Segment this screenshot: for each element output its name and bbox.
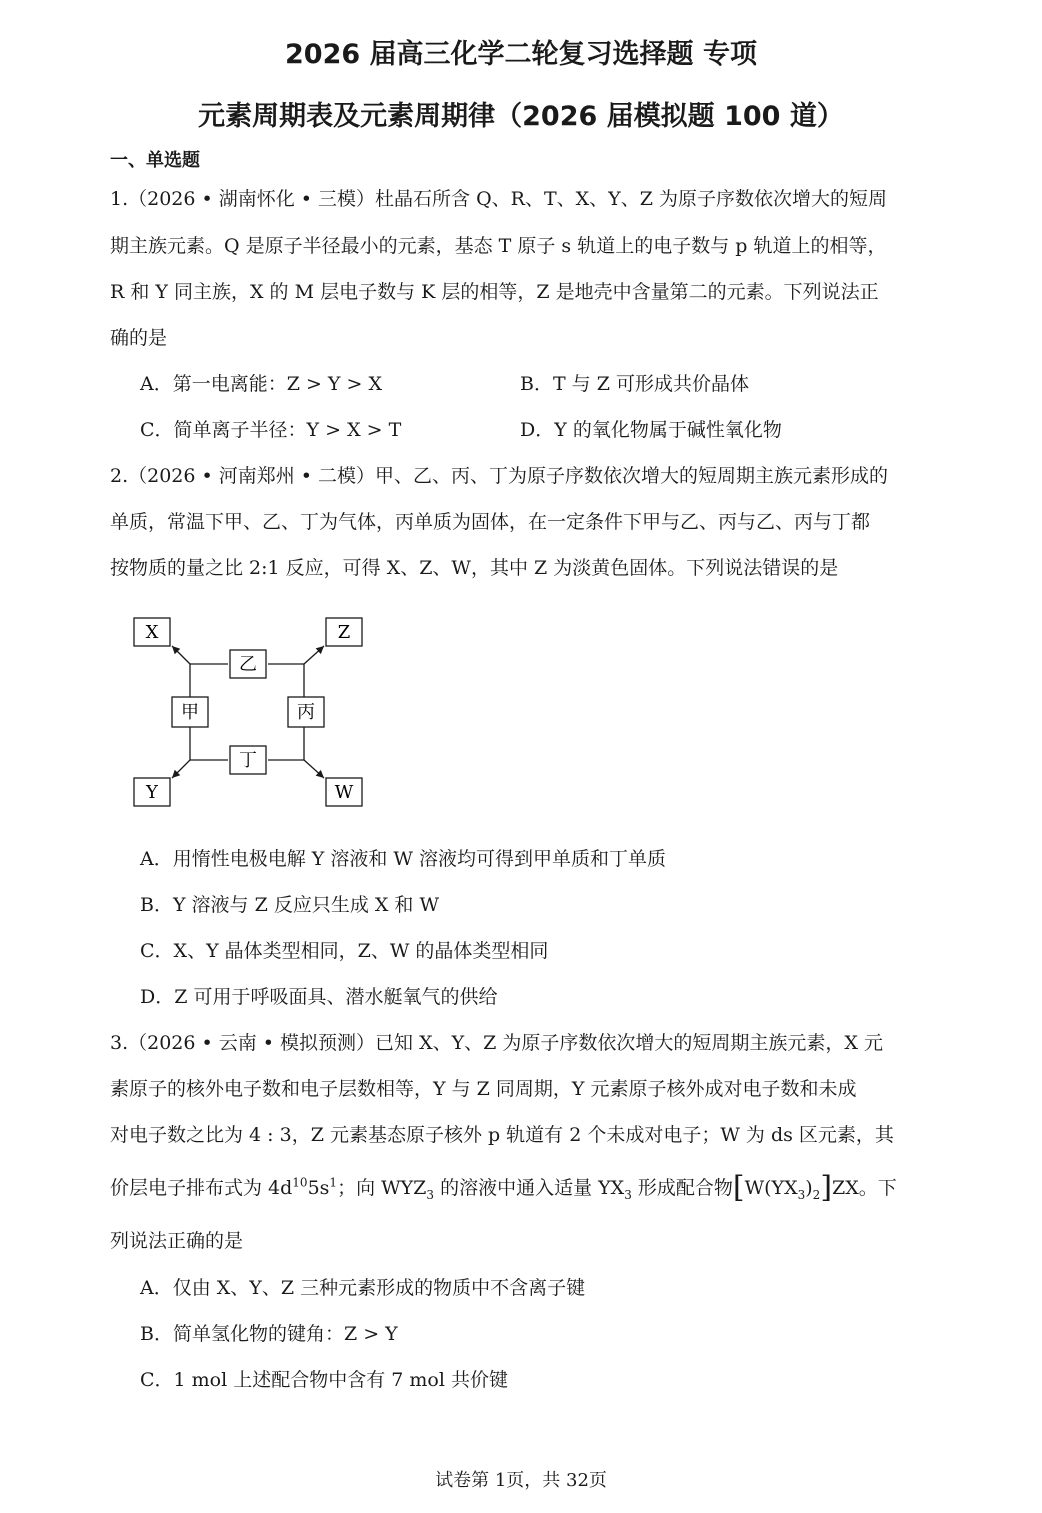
arrow-to-y: [172, 760, 190, 778]
question-text-line: 3.（2026 • 云南 • 模拟预测）已知 X、Y、Z 为原子序数依次增大的短周期主族元素，X 元: [110, 1032, 883, 1054]
box-z: Z: [337, 622, 351, 643]
arrow-to-x: [172, 646, 190, 664]
question-text-line: 2.（2026 • 河南郑州 • 二模）甲、乙、丙、丁为原子序数依次增大的短周期主族元素形成的: [110, 465, 889, 487]
question-text-line: 确的是: [110, 327, 168, 349]
option-b[interactable]: B．简单氢化物的键角：Z > Y: [140, 1323, 398, 1345]
section-title: 一、单选题: [110, 150, 200, 171]
box-yi: 乙: [239, 654, 257, 675]
question-text-line: 列说法正确的是: [110, 1230, 244, 1252]
option-c[interactable]: C．X、Y 晶体类型相同，Z、W 的晶体类型相同: [140, 940, 549, 962]
box-y: Y: [146, 782, 158, 803]
option-a[interactable]: A．仅由 X、Y、Z 三种元素形成的物质中不含离子键: [140, 1277, 586, 1299]
option-b[interactable]: B．Y 溶液与 Z 反应只生成 X 和 W: [140, 894, 440, 916]
title-line-2: 元素周期表及元素周期律（2026 届模拟题 100 道）: [198, 101, 844, 132]
question-text-line: 1.（2026 • 湖南怀化 • 三模）杜晶石所含 Q、R、T、X、Y、Z 为原子序数依次增大的短周: [110, 188, 887, 210]
option-a[interactable]: A．第一电离能：Z > Y > X: [140, 373, 382, 395]
option-a[interactable]: A．用惰性电极电解 Y 溶液和 W 溶液均可得到甲单质和丁单质: [140, 848, 666, 870]
option-b[interactable]: B．T 与 Z 可形成共价晶体: [520, 373, 749, 395]
option-c[interactable]: C．简单离子半径：Y > X > T: [140, 419, 402, 441]
arrow-to-w: [304, 760, 324, 778]
title-line-1: 2026 届高三化学二轮复习选择题 专项: [285, 39, 757, 70]
box-jia: 甲: [181, 702, 199, 723]
question-text-line: 单质，常温下甲、乙、丁为气体，丙单质为固体，在一定条件下甲与乙、丙与乙、丙与丁都: [110, 511, 871, 533]
reaction-diagram: [128, 612, 368, 812]
question-text-line: R 和 Y 同主族，X 的 M 层电子数与 K 层的相等，Z 是地壳中含量第二的元素。下列说法正: [110, 281, 879, 303]
box-ding: 丁: [239, 750, 257, 771]
box-bing: 丙: [297, 702, 315, 723]
box-x: X: [145, 622, 159, 643]
option-d[interactable]: D．Z 可用于呼吸面具、潜水艇氧气的供给: [140, 986, 498, 1008]
box-w: W: [334, 782, 354, 803]
question-text-line: 素原子的核外电子数和电子层数相等，Y 与 Z 同周期，Y 元素原子核外成对电子数和未成: [110, 1078, 857, 1100]
question-text-line: 价层电子排布式为 $4d^{10}5s^1$；向 $WYZ_3$ 的溶液中通入适量 $YX_3$ 形成配合物$[W(YX_3)_2]ZX$。下: [110, 1170, 897, 1205]
option-d[interactable]: D．Y 的氧化物属于碱性氧化物: [520, 419, 782, 441]
option-c[interactable]: C．1 mol 上述配合物中含有 7 mol 共价键: [140, 1369, 508, 1391]
question-text-line: 对电子数之比为 4 : 3，Z 元素基态原子核外 p 轨道有 2 个未成对电子；W 为 ds 区元素，其: [110, 1124, 894, 1146]
question-text-line: 期主族元素。Q 是原子半径最小的元素，基态 T 原子 s 轨道上的电子数与 p 轨道上的相等，: [110, 235, 887, 257]
question-text-line: 按物质的量之比 2:1 反应，可得 X、Z、W，其中 Z 为淡黄色固体。下列说法错误的是: [110, 557, 839, 579]
arrow-to-z: [304, 646, 324, 664]
page-footer: 试卷第 1页，共 32页: [435, 1470, 607, 1491]
